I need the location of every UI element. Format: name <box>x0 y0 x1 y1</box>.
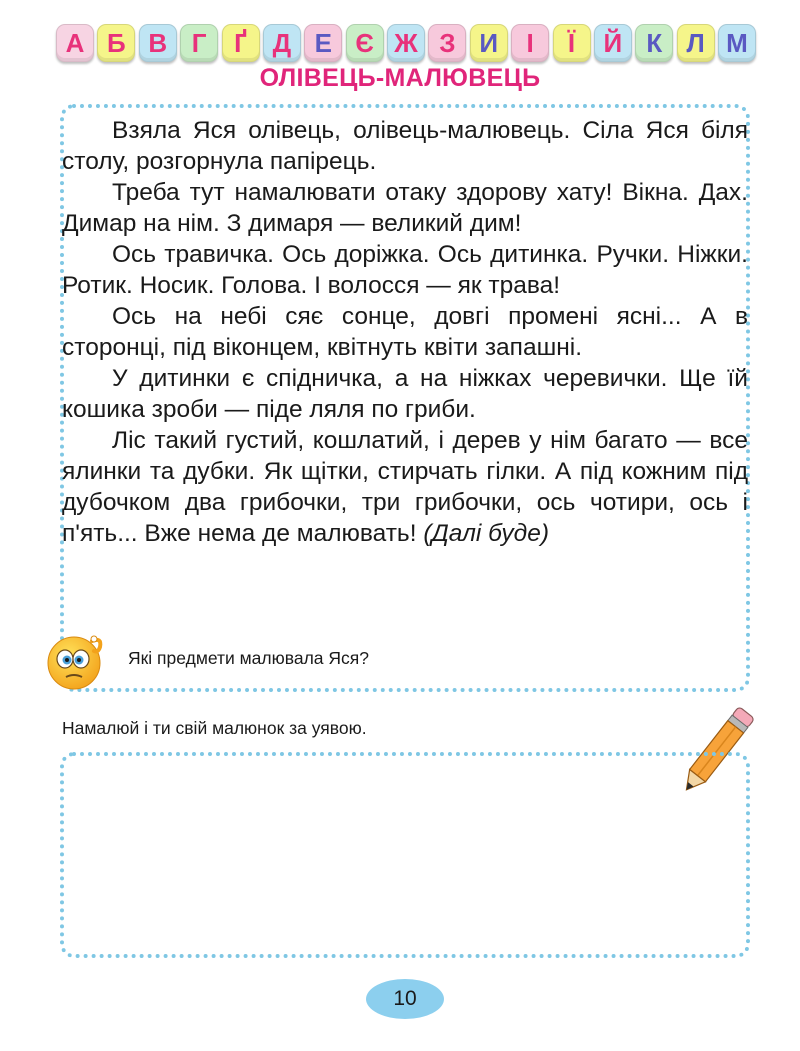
page-title: ОЛІВЕЦЬ-МАЛЮВЕЦЬ <box>259 64 541 92</box>
alphabet-letter: И <box>470 24 508 62</box>
alphabet-strip <box>56 22 756 64</box>
alphabet-letter: А <box>56 24 94 62</box>
story-paragraph-4: Ось на небі сяє сонце, довгі промені ясні... А в сторонці, під віконцем, квітнуть квіти запашні. <box>62 303 748 361</box>
alphabet-letter: Ж <box>387 24 425 62</box>
alphabet-letter: Є <box>346 24 384 62</box>
question-text: Які предмети малювала Яся? <box>128 648 369 668</box>
thinking-face-icon <box>44 631 112 691</box>
alphabet-letter: З <box>428 24 466 62</box>
alphabet-letter: І <box>511 24 549 62</box>
story-paragraph-2: Треба тут намалювати отаку здорову хату! Вікна. Дах. Димар на нім. З димаря — великий дим! <box>62 179 748 237</box>
story-paragraph-6-text: Ліс такий густий, кошлатий, і дерев у нім багато — все ялинки та дубки. Як щітки, стирчать гілки. А під кожним під дубочком два грибочки, три грибочки, ось чотири, ось і п'ять... Вже нема де малювать! <box>62 427 748 547</box>
alphabet-letter: М <box>718 24 756 62</box>
alphabet-letter: Д <box>263 24 301 62</box>
alphabet-letter: Ї <box>553 24 591 62</box>
page-number: 10 <box>366 979 444 1019</box>
alphabet-letter: К <box>635 24 673 62</box>
story-paragraph-6 <box>62 425 748 549</box>
alphabet-letter: Ґ <box>222 24 260 62</box>
alphabet-letter: Г <box>180 24 218 62</box>
story-paragraph-3: Ось травичка. Ось доріжка. Ось дитинка. Ручки. Ніжки. Ротик. Носик. Голова. І волосся — як трава! <box>62 241 748 299</box>
story-paragraph-1: Взяла Яся олівець, олівець-малювець. Сіла Яся біля столу, розгорнула папірець. <box>62 117 748 175</box>
alphabet-letter: Й <box>594 24 632 62</box>
continuation-note: (Далі буде) <box>423 520 549 547</box>
story-text <box>62 115 748 549</box>
alphabet-letter: В <box>139 24 177 62</box>
story-paragraph-5: У дитинки є спідничка, а на ніжках черевички. Ще їй кошика зроби — піде ляля по гриби. <box>62 365 748 423</box>
alphabet-letter: Б <box>97 24 135 62</box>
alphabet-letter: Е <box>304 24 342 62</box>
drawing-area[interactable] <box>60 752 750 958</box>
drawing-instruction: Намалюй і ти свій малюнок за уявою. <box>62 718 367 738</box>
alphabet-letter: Л <box>677 24 715 62</box>
